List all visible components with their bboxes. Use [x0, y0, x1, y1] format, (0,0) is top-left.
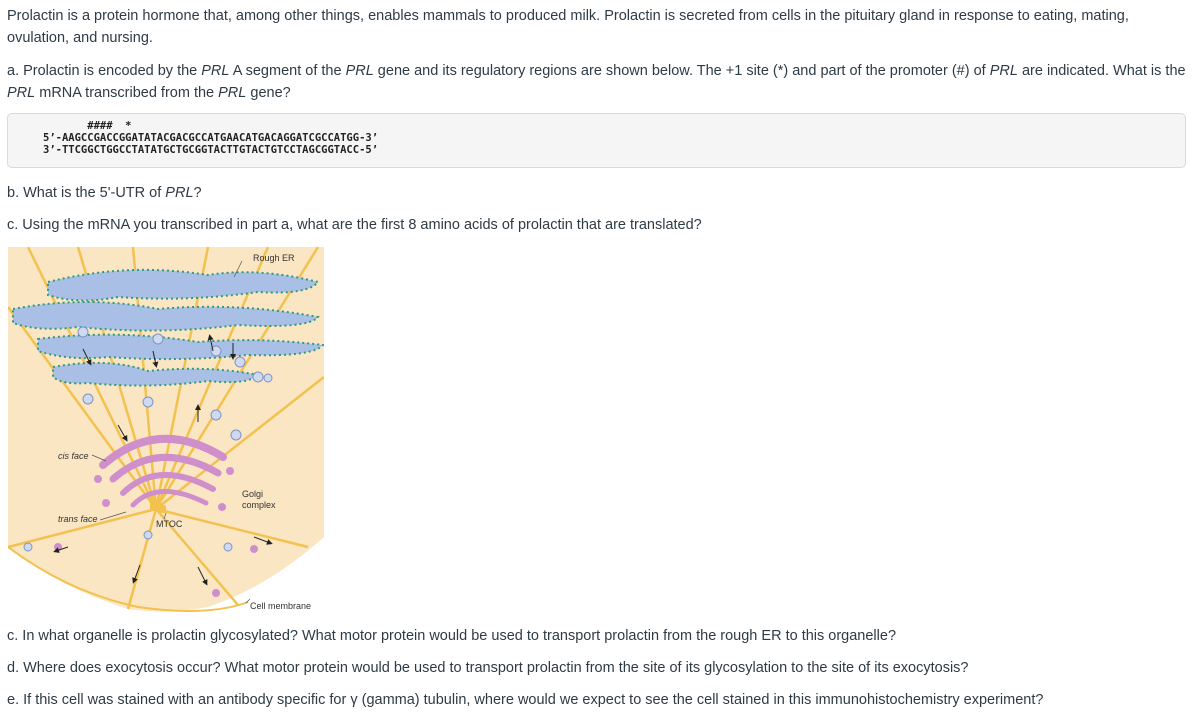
- bottom-strand-sequence: 3’-TTCGGCTGGCCTATATGCTGCGGTACTTGTACTGTCCTAGCGGTACC-5’: [43, 144, 379, 156]
- question-c-translation: c. Using the mRNA you transcribed in part a, what are the first 8 amino acids of prolactin that are translated?: [7, 217, 702, 233]
- label-trans-face: trans face: [58, 514, 98, 524]
- gene-name: PRL: [345, 63, 374, 79]
- question-c-glycosylation: c. In what organelle is prolactin glycosylated? What motor protein would be used to transport prolactin from the rough ER to this organelle?: [7, 628, 897, 644]
- question-b-text-2: ?: [193, 185, 202, 201]
- label-cis-face: cis face: [58, 451, 89, 461]
- gene-name: PRL: [201, 63, 230, 79]
- top-strand-sequence: 5’-AAGCCGACCGGATATACGACGCCATGAACATGACAGGATCGCCATGG-3’: [43, 132, 379, 144]
- gene-name: PRL: [165, 185, 194, 201]
- question-a: [7, 60, 1192, 104]
- label-golgi: Golgi: [242, 489, 264, 499]
- question-d: d. Where does exocytosis occur? What motor protein would be used to transport prolactin from the site of its glycosylation to the site of its exocytosis?: [7, 660, 969, 676]
- label-golgi-complex: complex: [242, 500, 276, 510]
- question-a-text-2: A segment of the: [229, 63, 346, 79]
- question-a-text-6: gene?: [246, 85, 291, 101]
- question-a-text-5: mRNA transcribed from the: [35, 85, 219, 101]
- question-b: [7, 182, 1192, 204]
- question-e: e. If this cell was stained with an antibody specific for γ (gamma) tubulin, where would we expect to see the cell stained in this immunohistochemistry experiment?: [7, 692, 1044, 708]
- question-a-text-3: gene and its regulatory regions are shown below. The +1 site (*) and part of the promoter (#) of: [373, 63, 990, 79]
- gene-name: PRL: [218, 85, 247, 101]
- gene-name: PRL: [989, 63, 1018, 79]
- intro-paragraph: Prolactin is a protein hormone that, among other things, enables mammals to produced milk. Prolactin is secreted from cells in the pituitary gland in response to eating, mating, ovulation, and nursing.: [7, 8, 1129, 46]
- sequence-code-block: [7, 113, 1186, 168]
- label-cell-membrane: Cell membrane: [250, 601, 312, 611]
- cell-diagram: [8, 247, 324, 615]
- promoter-markers: #### *: [43, 120, 132, 132]
- label-mtoc: MTOC: [156, 519, 183, 529]
- secretory-pathway-figure: [8, 247, 324, 615]
- question-a-text-4: are indicated. What is the: [1017, 63, 1186, 79]
- question-b-text-1: b. What is the 5'-UTR of: [7, 185, 166, 201]
- label-rough-er: Rough ER: [253, 253, 295, 263]
- gene-name: PRL: [7, 85, 36, 101]
- question-a-text-1: a. Prolactin is encoded by the: [7, 63, 202, 79]
